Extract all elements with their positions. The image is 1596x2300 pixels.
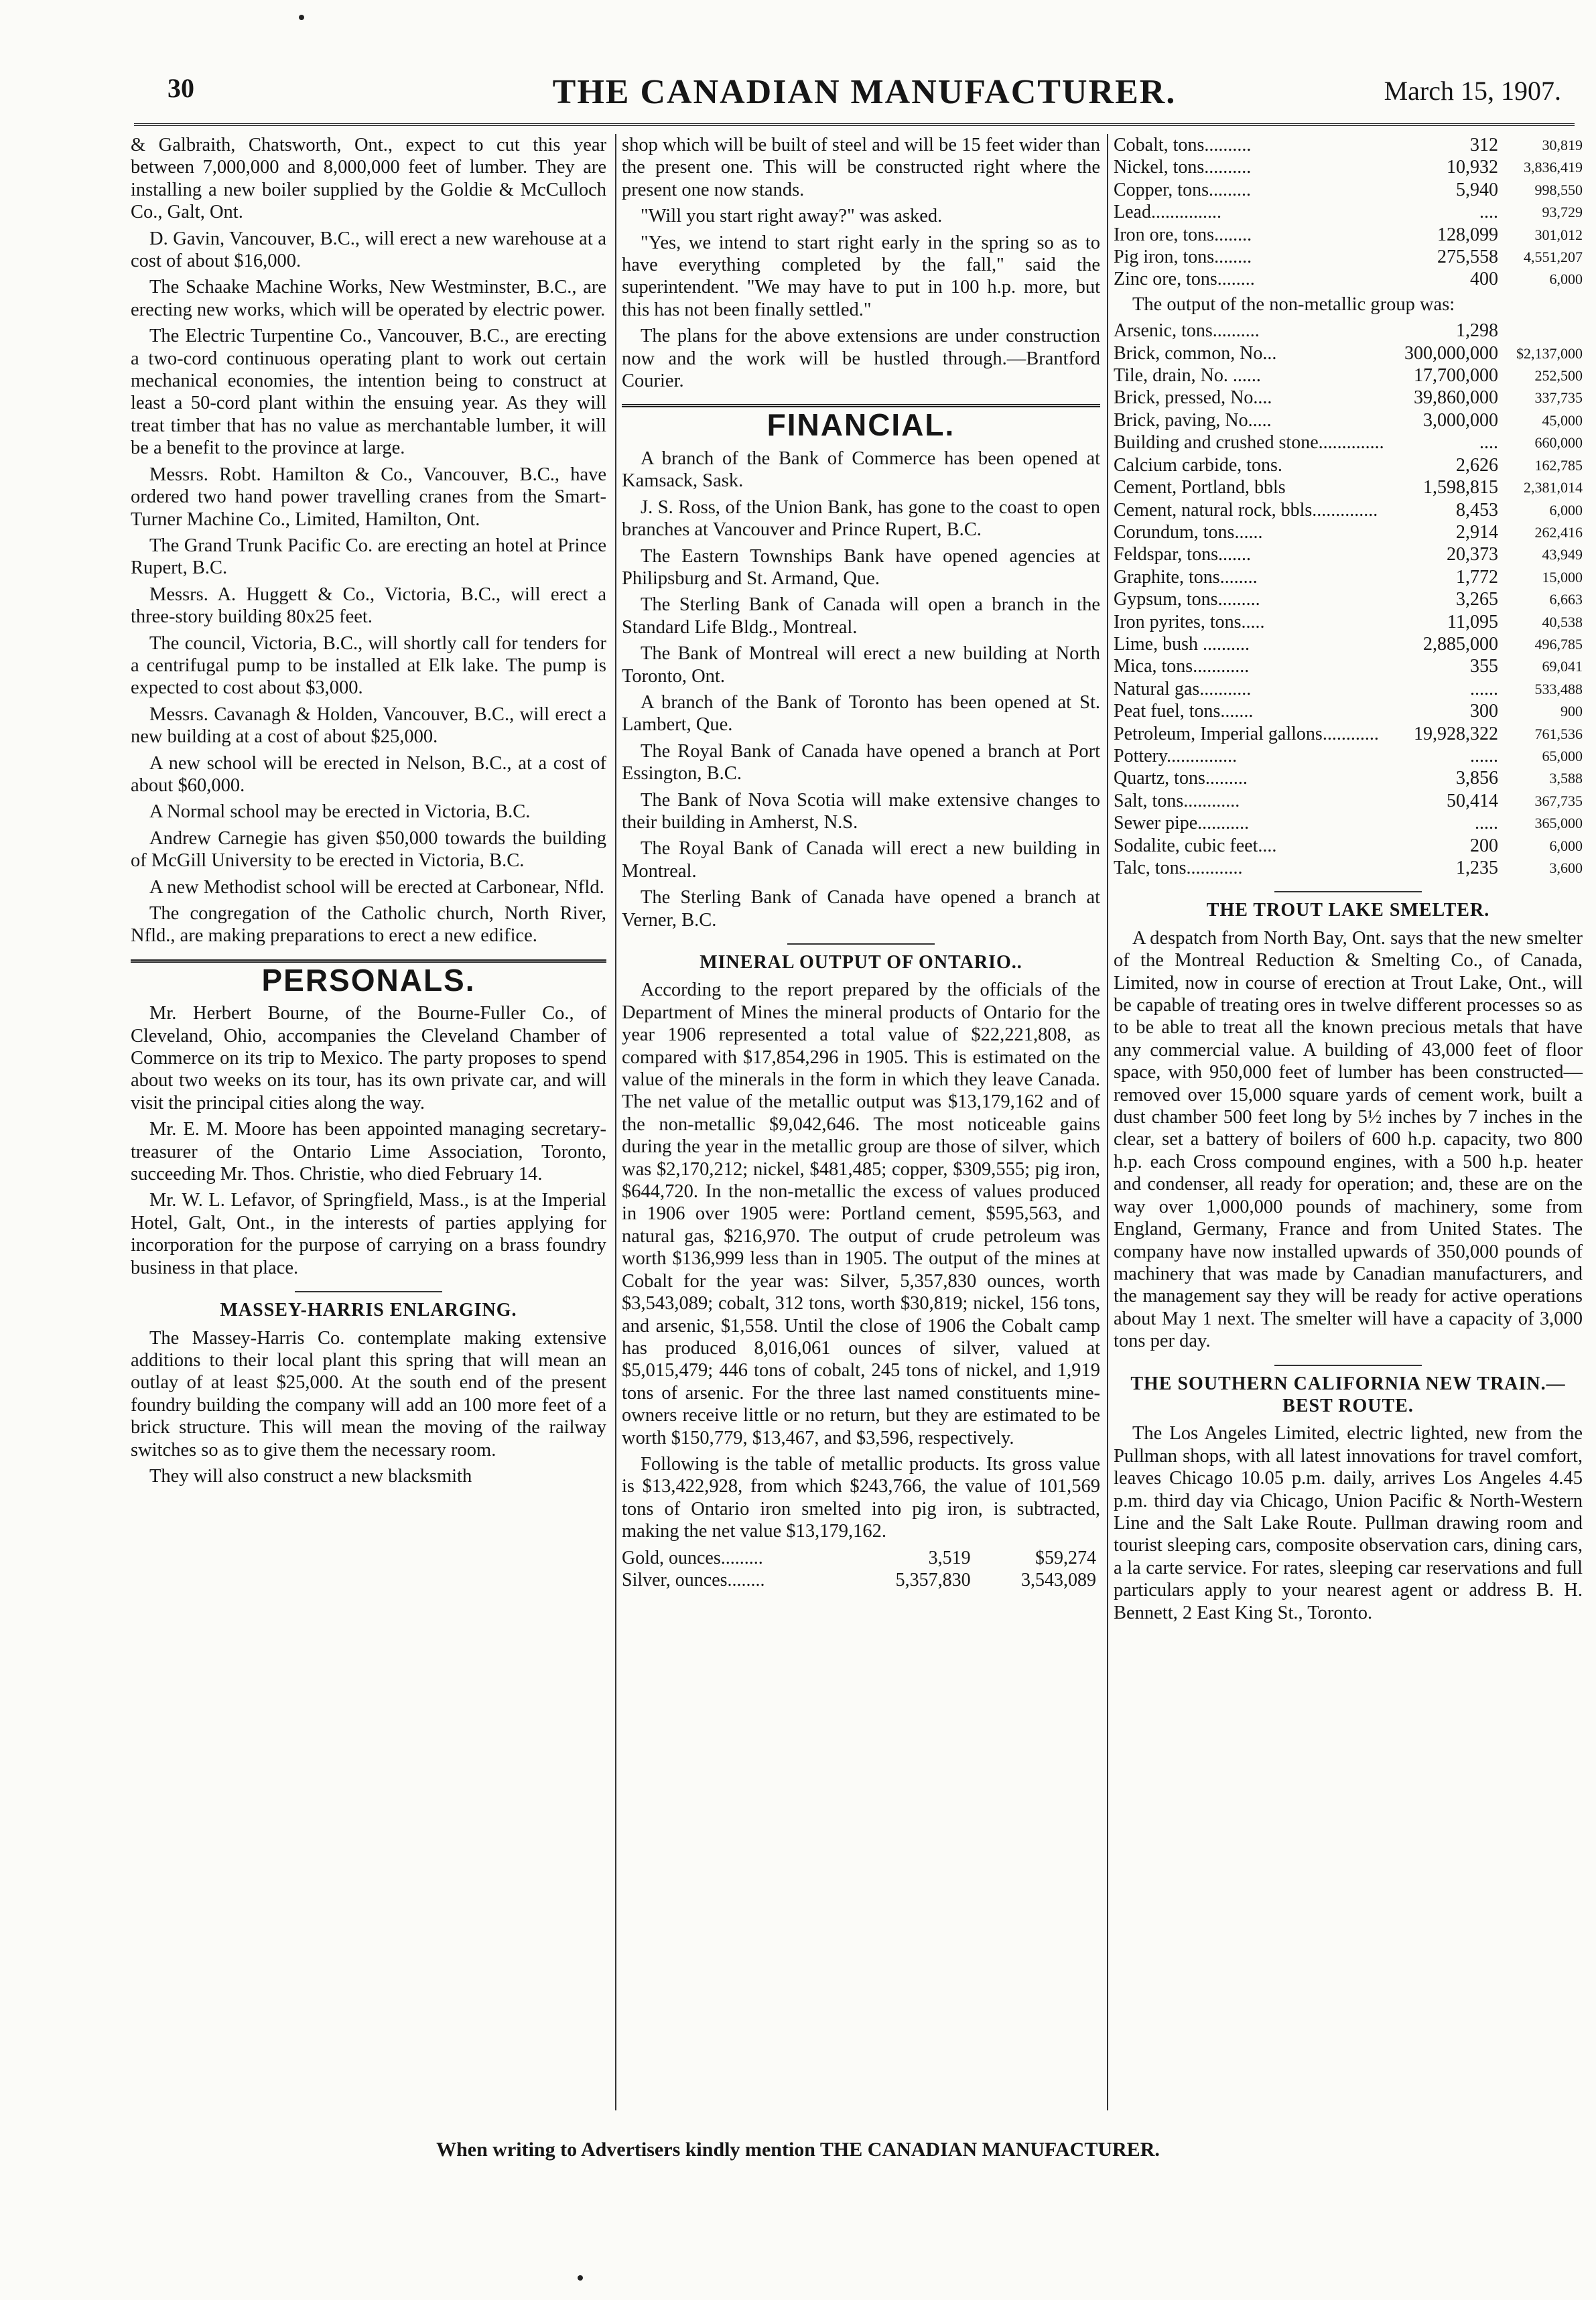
table-cell: Pig iron, tons........ xyxy=(1114,247,1252,268)
paragraph: The Sterling Bank of Canada have opened a branch at Verner, B.C. xyxy=(622,887,1100,931)
table-cell: 1,235 xyxy=(1456,858,1498,878)
page-number: 30 xyxy=(168,73,194,103)
table-row xyxy=(1114,342,1583,364)
table-cell: 337,735 xyxy=(1534,389,1583,407)
table-cell: Brick, common, No... xyxy=(1114,342,1277,364)
table-row xyxy=(1114,156,1583,178)
table-cell: Peat fuel, tons....... xyxy=(1114,701,1254,722)
table-cell: 43,949 xyxy=(1542,546,1583,563)
table-cell: 1,772 xyxy=(1456,566,1498,588)
table-cell: 4,551,207 xyxy=(1524,249,1583,266)
table-cell: Lime, bush .......... xyxy=(1114,633,1250,655)
table-cell: Pottery............... xyxy=(1114,745,1238,766)
table-cell: 365,000 xyxy=(1534,815,1583,832)
table-cell: Brick, pressed, No.... xyxy=(1114,387,1272,409)
table-row xyxy=(1114,246,1583,268)
paragraph: The output of the non-metallic group was: xyxy=(1132,293,1455,315)
issue-date: March 15, 1907. xyxy=(1384,76,1561,106)
table-cell: 301,012 xyxy=(1534,226,1583,243)
table-cell: ...... xyxy=(1470,678,1498,699)
page-header xyxy=(168,72,1561,113)
table-cell: Graphite, tons........ xyxy=(1114,566,1258,588)
table-cell: Feldspar, tons....... xyxy=(1114,544,1251,565)
table-row xyxy=(1114,745,1583,767)
table-cell: 30,819 xyxy=(1542,137,1583,153)
table-row xyxy=(1114,678,1583,700)
table-cell: 3,265 xyxy=(1456,589,1498,610)
table-row xyxy=(1114,812,1583,834)
table-cell: 300 xyxy=(1470,701,1498,722)
table-row xyxy=(622,1569,1100,1591)
table-row xyxy=(1114,431,1583,454)
paragraph: The Bank of Montreal will erect a new building at North Toronto, Ont. xyxy=(622,643,1100,687)
page-title: THE CANADIAN MANUFACTURER. xyxy=(552,73,1177,111)
paragraph: The Royal Bank of Canada have opened a branch at Port Essington, B.C. xyxy=(622,740,1100,785)
table-cell: 3,588 xyxy=(1549,770,1583,787)
table-cell: 19,928,322 xyxy=(1414,723,1498,744)
table-cell: 17,700,000 xyxy=(1414,365,1498,387)
table-cell: Mica, tons............ xyxy=(1114,656,1250,677)
table-row xyxy=(1114,588,1583,610)
table-row xyxy=(622,1547,1100,1569)
table-cell: 3,856 xyxy=(1456,768,1498,789)
table-cell: .... xyxy=(1479,432,1498,454)
table-row xyxy=(1114,767,1583,789)
table-row xyxy=(1114,566,1583,588)
article-heading-massey-harris: MASSEY-HARRIS ENLARGING. xyxy=(131,1291,606,1321)
column-1 xyxy=(131,134,606,1491)
article-heading-trout-lake: THE TROUT LAKE SMELTER. xyxy=(1114,891,1583,921)
non-metallic-products-table xyxy=(1114,320,1583,879)
paragraph: The Grand Trunk Pacific Co. are erecting an hotel at Prince Rupert, B.C. xyxy=(131,535,606,579)
table-cell: Silver, ounces........ xyxy=(622,1569,765,1591)
paragraph: The Royal Bank of Canada will erect a new building in Montreal. xyxy=(622,838,1100,882)
table-cell: 8,453 xyxy=(1456,499,1498,521)
table-row xyxy=(1114,700,1583,722)
table-cell: Cement, Portland, bbls xyxy=(1114,477,1286,498)
paragraph: The Los Angeles Limited, electric lighted, new from the Pullman shops, with all latest innovations for travel comfort, leaves Chicago 10.05 p.m. daily, arrives Los Angeles 4.45 p.m. third day via Chicago, Union Pacific & North-Western Line and the Salt Lake Route. Pullman drawing room and tourist sleeping cars, composite observation cars, dining cars, a la carte service. For rates, sleeping car reservations and full particulars apply to your nearest agent or address B. H. Bennett, 2 East King St., Toronto. xyxy=(1114,1423,1583,1623)
paragraph: The congregation of the Catholic church, North River, Nfld., are making preparations to erect a new edifice. xyxy=(131,903,606,947)
paragraph: Messrs. A. Huggett & Co., Victoria, B.C., will erect a three-story building 80x25 feet. xyxy=(131,584,606,628)
table-row xyxy=(1114,790,1583,812)
paragraph: The Sterling Bank of Canada will open a branch in the Standard Life Bldg., Montreal. xyxy=(622,594,1100,638)
table-row xyxy=(1114,476,1583,498)
table-cell: 15,000 xyxy=(1542,568,1583,586)
paragraph: The council, Victoria, B.C., will shortly call for tenders for a centrifugal pump to be installed at Elk lake. The pump is expected to cost about $3,000. xyxy=(131,632,606,699)
table-cell: 496,785 xyxy=(1534,635,1583,653)
table-cell: 128,099 xyxy=(1437,224,1498,245)
table-cell: 2,626 xyxy=(1456,454,1498,476)
table-cell: Cement, natural rock, bbls.............. xyxy=(1114,499,1378,521)
table-cell: 3,836,419 xyxy=(1524,159,1583,176)
table-cell: 20,373 xyxy=(1447,544,1498,565)
table-cell: Brick, paving, No..... xyxy=(1114,409,1272,431)
table-cell: 45,000 xyxy=(1542,411,1583,429)
paragraph: Mr. E. M. Moore has been appointed managing secretary-treasurer of the Ontario Lime Association, Toronto, succeeding Mr. Thos. Christie, who died February 14. xyxy=(131,1119,606,1185)
table-cell: 10,932 xyxy=(1447,157,1498,178)
paragraph: According to the report prepared by the officials of the Department of Mines the mineral products of Ontario for the year 1906 represented a total value of $22,221,808, as compared with $17,854,296 in 1905. This is estimated on the value of the minerals in the form in which they leave Canada. The net value of the metallic output was $13,179,162 and of the non-metallic $9,042,646. The most noticeable gains during the year in the metallic group are those of silver, which was $2,170,212; nickel, $481,485; copper, $309,555; pig iron, $644,720. In the non-metallic the excess of values produced in 1906 over 1905 were: Portland cement, $595,563, and natural gas, $216,970. The output of crude petroleum was worth $136,999 less than in 1905. The output of the mines at Cobalt for the year was: Silver, 5,357,830 ounces, worth $3,543,089; cobalt, 312 tons, worth $30,819; nickel, 156 tons, and arsenic, $1,558. Until the close of 1906 the Cobalt camp has produced 8,016,061 ounces of silver, valued at $5,015,479; 446 tons of cobalt, 245 tons of nickel, and 1,919 tons of arsenic. For the three last named constituents mine-owners receive little or no return, but they are estimated to be worth $150,779, $13,467, and $3,596, respectively. xyxy=(622,979,1100,1448)
table-cell: Talc, tons............ xyxy=(1114,858,1243,878)
table-cell: 900 xyxy=(1560,703,1583,720)
table-cell: 6,000 xyxy=(1549,501,1583,519)
paragraph: Mr. W. L. Lefavor, of Springfield, Mass., is at the Imperial Hotel, Galt, Ont., in the interests of parties applying for incorporation for the purpose of carrying on a brass foundry business in that place. xyxy=(131,1190,606,1278)
section-heading-financial: FINANCIAL. xyxy=(622,404,1100,436)
table-cell: ..... xyxy=(1475,813,1498,834)
table-cell: Corundum, tons...... xyxy=(1114,521,1263,543)
table-row xyxy=(1114,543,1583,565)
paragraph: The Electric Turpentine Co., Vancouver, B.C., are erecting a two-cord continuous operating plant to work out certain mechanical economies, the intention being to construct at least a 50-cord plant within the ensuing year. As they will treat timber that has no value as merchantable lumber, it will be a benefit to the province at large. xyxy=(131,326,606,459)
column-rule xyxy=(1107,134,1108,2110)
table-cell: 200 xyxy=(1470,835,1498,856)
metallic-products-table-continued xyxy=(1114,134,1583,291)
article-heading-southern-california: THE SOUTHERN CALIFORNIA NEW TRAIN.—BEST ROUTE. xyxy=(1114,1365,1583,1418)
table-cell: 162,785 xyxy=(1534,456,1583,474)
paragraph: They will also construct a new blacksmith xyxy=(149,1465,472,1487)
column-3 xyxy=(1114,134,1583,1628)
table-cell: 1,298 xyxy=(1456,320,1498,342)
table-row xyxy=(1114,224,1583,246)
table-cell: Building and crushed stone.............. xyxy=(1114,432,1384,454)
table-cell: 40,538 xyxy=(1542,613,1583,630)
paragraph: Mr. Herbert Bourne, of the Bourne-Fuller Co., of Cleveland, Ohio, accompanies the Cleveland Chamber of Commerce on its trip to Mexico. The party proposes to spend about two weeks on its tour, has its own private car, and will visit the principal cities along the way. xyxy=(131,1003,606,1113)
table-cell: 2,381,014 xyxy=(1524,479,1583,496)
table-cell: 3,519 xyxy=(928,1547,971,1568)
table-cell: 69,041 xyxy=(1542,658,1583,675)
table-cell: $2,137,000 xyxy=(1516,344,1583,362)
table-row xyxy=(1114,835,1583,857)
table-cell: ...... xyxy=(1470,745,1498,766)
table-row xyxy=(1114,134,1583,156)
paragraph: shop which will be built of steel and will be 15 feet wider than the present one. This will be constructed right where the present one now stands. xyxy=(622,135,1100,200)
paragraph: Messrs. Cavanagh & Holden, Vancouver, B.C., will erect a new building at a cost of about $25,000. xyxy=(131,703,606,748)
paragraph: A new Methodist school will be erected at Carbonear, Nfld. xyxy=(149,876,604,898)
table-cell: Tile, drain, No. ...... xyxy=(1114,365,1261,387)
table-cell: 252,500 xyxy=(1534,367,1583,385)
table-cell: 998,550 xyxy=(1534,181,1583,198)
table-cell: 761,536 xyxy=(1534,725,1583,742)
table-cell: 3,000,000 xyxy=(1423,409,1498,431)
table-cell: 2,914 xyxy=(1456,521,1498,543)
table-cell: 6,000 xyxy=(1549,837,1583,854)
column-2 xyxy=(622,134,1100,1591)
table-cell: Natural gas........... xyxy=(1114,678,1252,699)
table-cell: Gold, ounces......... xyxy=(622,1547,763,1568)
page-footer: When writing to Advertisers kindly mention THE CANADIAN MANUFACTURER. xyxy=(436,2139,1160,2161)
table-cell: Quartz, tons......... xyxy=(1114,768,1248,789)
section-heading-personals: PERSONALS. xyxy=(131,959,606,992)
table-row xyxy=(1114,454,1583,476)
header-rule xyxy=(134,123,1575,126)
table-cell: Cobalt, tons.......... xyxy=(1114,135,1252,155)
paragraph: "Will you start right away?" was asked. xyxy=(641,206,943,227)
table-cell: 367,735 xyxy=(1534,792,1583,809)
table-cell: 65,000 xyxy=(1542,747,1583,764)
table-row xyxy=(1114,387,1583,409)
table-cell xyxy=(1502,320,1583,342)
table-cell: Zinc ore, tons........ xyxy=(1114,269,1255,290)
table-row xyxy=(1114,268,1583,290)
table-row xyxy=(1114,201,1583,223)
table-row xyxy=(1114,723,1583,745)
table-cell: 39,860,000 xyxy=(1414,387,1498,409)
paragraph: "Yes, we intend to start right early in the spring so as to have everything completed by the fall," said the superintendent. "We may have to put in 100 h.p. more, but this has not been finally settled." xyxy=(622,232,1100,320)
table-cell: 3,543,089 xyxy=(1021,1569,1096,1591)
table-row xyxy=(1114,409,1583,431)
table-cell: 5,357,830 xyxy=(895,1569,971,1591)
table-cell: .... xyxy=(1479,202,1498,223)
paragraph: The Massey-Harris Co. contemplate making extensive additions to their local plant this spring that will mean an outlay of at least $25,000. At the south end of the present foundry building the company will add an 100 more feet of a brick structure. This will mean the moving of the railway switches so as to give them the necessary room. xyxy=(131,1327,606,1461)
table-row xyxy=(1114,179,1583,201)
table-cell: 11,095 xyxy=(1447,611,1498,632)
table-cell: 2,885,000 xyxy=(1423,633,1498,655)
table-row xyxy=(1114,611,1583,633)
table-row xyxy=(1114,655,1583,677)
table-cell: 275,558 xyxy=(1437,247,1498,268)
table-cell: 312 xyxy=(1470,135,1498,155)
table-cell: Salt, tons............ xyxy=(1114,790,1240,811)
table-cell: 533,488 xyxy=(1534,680,1583,697)
paragraph: A branch of the Bank of Toronto has been opened at St. Lambert, Que. xyxy=(622,691,1100,736)
paragraph: The Eastern Townships Bank have opened agencies at Philipsburg and St. Armand, Que. xyxy=(622,545,1100,589)
table-cell: 262,416 xyxy=(1534,523,1583,541)
table-row xyxy=(1114,320,1583,342)
paragraph: & Galbraith, Chatsworth, Ont., expect to cut this year between 7,000,000 and 8,000,000 feet of lumber. They are installing a new boiler supplied by the Goldie & McCulloch Co., Galt, Ont. xyxy=(131,135,606,223)
table-cell: 1,598,815 xyxy=(1423,477,1498,498)
paragraph: D. Gavin, Vancouver, B.C., will erect a new warehouse at a cost of about $16,000. xyxy=(131,228,606,272)
column-rule xyxy=(615,134,616,2110)
table-cell: 300,000,000 xyxy=(1404,342,1498,364)
table-cell: Iron pyrites, tons..... xyxy=(1114,611,1265,632)
table-cell: Lead............... xyxy=(1114,202,1221,223)
table-row xyxy=(1114,521,1583,543)
paragraph: A branch of the Bank of Commerce has been opened at Kamsack, Sask. xyxy=(622,448,1100,492)
table-cell: 6,000 xyxy=(1549,271,1583,288)
paragraph: Messrs. Robt. Hamilton & Co., Vancouver, B.C., have ordered two hand power travelling cranes from the Smart-Turner Machine Co., Limited, Hamilton, Ont. xyxy=(131,464,606,530)
table-cell: Petroleum, Imperial gallons............ xyxy=(1114,723,1379,744)
table-cell: 93,729 xyxy=(1542,204,1583,221)
paragraph: J. S. Ross, of the Union Bank, has gone to the coast to open branches at Vancouver and Prince Rupert, B.C. xyxy=(622,496,1100,541)
paragraph: A Normal school may be erected in Victoria, B.C. xyxy=(149,801,531,823)
page-speck xyxy=(578,2275,583,2281)
page-speck xyxy=(299,15,304,20)
article-heading-mineral-output: MINERAL OUTPUT OF ONTARIO.. xyxy=(622,943,1100,973)
table-cell: 5,940 xyxy=(1456,179,1498,200)
table-row xyxy=(1114,633,1583,655)
paragraph: Andrew Carnegie has given $50,000 towards the building of McGill University to be erected in Victoria, B.C. xyxy=(131,827,606,872)
paragraph: The Schaake Machine Works, New Westminster, B.C., are erecting new works, which will be operated by electric power. xyxy=(131,277,606,320)
table-cell: Gypsum, tons......... xyxy=(1114,589,1260,610)
table-cell: Calcium carbide, tons. xyxy=(1114,454,1282,476)
paragraph: Following is the table of metallic products. Its gross value is $13,422,928, from which $243,766, the value of 101,569 tons of Ontario iron smelted into pig iron, is subtracted, making the net value $13,179,162. xyxy=(622,1453,1100,1542)
paragraph: The plans for the above extensions are under construction now and the work will be hustled through.—Brantford Courier. xyxy=(622,326,1100,392)
table-cell: Copper, tons......... xyxy=(1114,179,1251,200)
table-cell: 50,414 xyxy=(1447,790,1498,811)
table-row xyxy=(1114,364,1583,387)
table-cell: 400 xyxy=(1470,269,1498,290)
table-cell: Iron ore, tons........ xyxy=(1114,224,1252,245)
table-cell: 660,000 xyxy=(1534,434,1583,452)
table-row xyxy=(1114,499,1583,521)
table-cell: 355 xyxy=(1470,656,1498,677)
paragraph: The Bank of Nova Scotia will make extensive changes to their building in Amherst, N.S. xyxy=(622,789,1100,833)
metallic-products-table xyxy=(622,1547,1100,1592)
table-cell: Sewer pipe........... xyxy=(1114,813,1250,834)
table-row xyxy=(1114,857,1583,879)
table-cell: Arsenic, tons.......... xyxy=(1114,320,1260,342)
table-cell: 6,663 xyxy=(1549,591,1583,608)
table-cell: Sodalite, cubic feet.... xyxy=(1114,835,1277,856)
table-cell: 3,600 xyxy=(1549,860,1583,876)
paragraph: A despatch from North Bay, Ont. says that the new smelter of the Montreal Reduction & Smelting Co., of Canada, Limited, now in course of erection at Trout Lake, Ont., will be capable of treating ores in twelve different processes so as to be able to treat all the known precious metals that have any commercial value. A building of 43,000 feet of floor space, with 950,000 feet of lumber has been constructed—removed over 15,000 square yards of cement work, built a dust chamber 500 feet long by 5½ inches by 7 inches in the clear, set a battery of boilers of 600 h.p. capacity, two 800 h.p. each Cross compound engines, with a 500 h.p. heater and condenser, all ready for operation; and, these are on the way over 1,000,000 pounds of machinery, some from England, Germany, France and from United States. The company have now installed upwards of 350,000 pounds of machinery that was made by Canadian manufacturers, and the management say they will be ready for active operations about May 1 next. The smelter will have a capacity of 3,000 tons per day. xyxy=(1114,927,1583,1352)
table-cell: $59,274 xyxy=(1035,1547,1096,1568)
paragraph: A new school will be erected in Nelson, B.C., at a cost of about $60,000. xyxy=(131,752,606,796)
table-cell: Nickel, tons.......... xyxy=(1114,157,1252,178)
